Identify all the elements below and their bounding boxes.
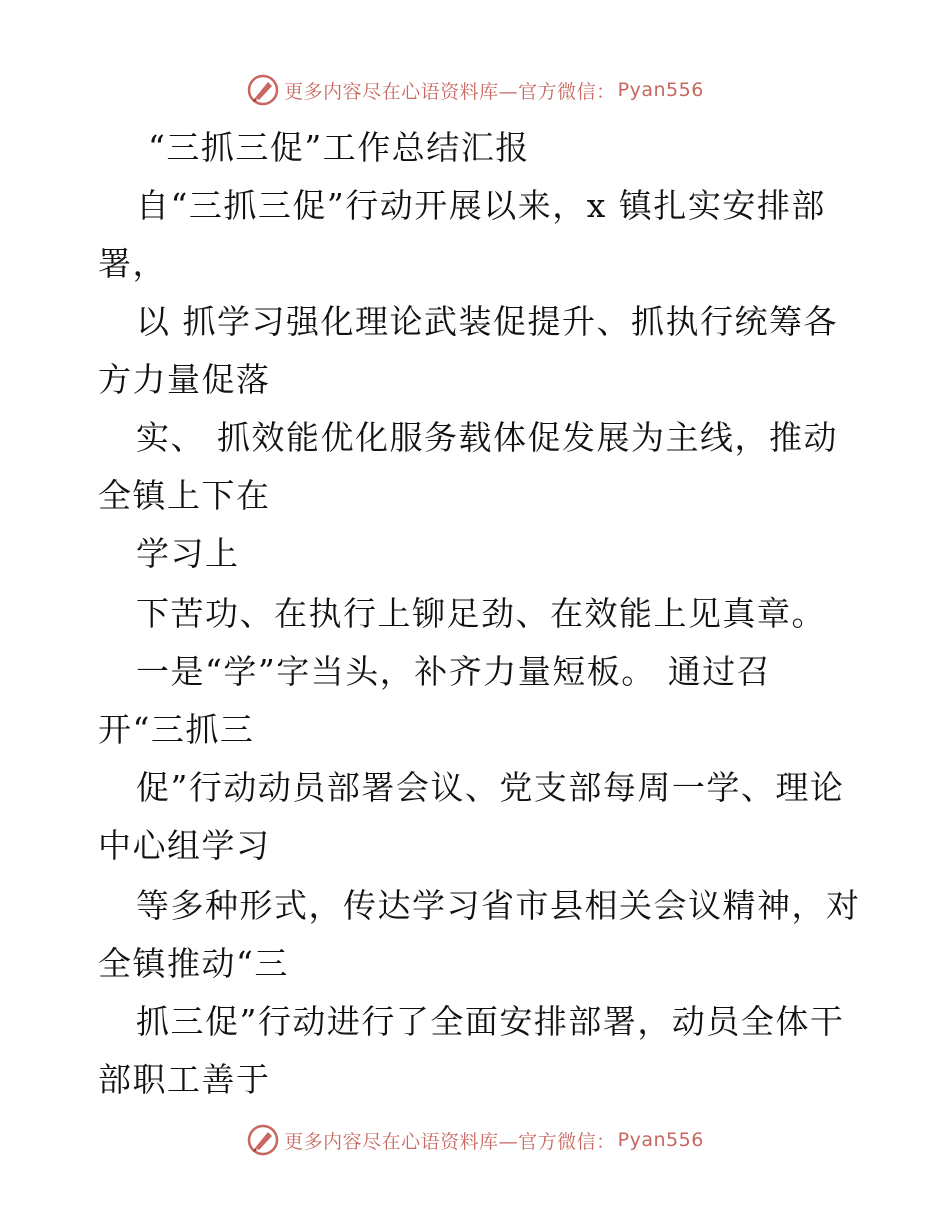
watermark-wechat-id: Pyan556 bbox=[617, 1129, 704, 1151]
paragraph-line: 下苦功、在执行上铆足劲、在效能上见真章。 bbox=[136, 594, 826, 633]
pen-logo-icon bbox=[246, 1123, 280, 1157]
paragraph-line: 一是“学”字当头，补齐力量短板。 通过召 bbox=[136, 652, 772, 691]
watermark-text: 更多内容尽在心语资料库—官方微信： bbox=[284, 1130, 616, 1153]
paragraph-line: 部职工善于 bbox=[98, 1060, 271, 1099]
paragraph-line: 以 抓学习强化理论武装促提升、抓执行统筹各 bbox=[136, 302, 838, 341]
paragraph-line: 等多种形式，传达学习省市县相关会议精神，对 bbox=[136, 886, 861, 925]
paragraph-line: 署， bbox=[98, 244, 167, 283]
paragraph-line: 方力量促落 bbox=[98, 360, 271, 399]
watermark-text: 更多内容尽在心语资料库—官方微信： bbox=[284, 80, 616, 103]
paragraph-line: 开“三抓三 bbox=[98, 710, 255, 749]
paragraph-line: 实、 抓效能优化服务载体促发展为主线，推动 bbox=[136, 418, 838, 457]
paragraph-line: 自“三抓三促”行动开展以来，x 镇扎实安排部 bbox=[136, 186, 826, 225]
document-title: “三抓三促”工作总结汇报 bbox=[148, 128, 530, 167]
paragraph-line: 抓三促”行动进行了全面安排部署，动员全体干 bbox=[136, 1002, 845, 1041]
footer-watermark bbox=[0, 1120, 950, 1160]
paragraph-line: 学习上 bbox=[136, 534, 240, 573]
paragraph-line: 中心组学习 bbox=[98, 826, 271, 865]
paragraph-line: 促”行动动员部署会议、党支部每周一学、理论 bbox=[136, 768, 845, 807]
paragraph-line: 全镇上下在 bbox=[98, 476, 271, 515]
paragraph-line: 全镇推动“三 bbox=[98, 944, 289, 983]
watermark-wechat-id: Pyan556 bbox=[617, 79, 704, 101]
